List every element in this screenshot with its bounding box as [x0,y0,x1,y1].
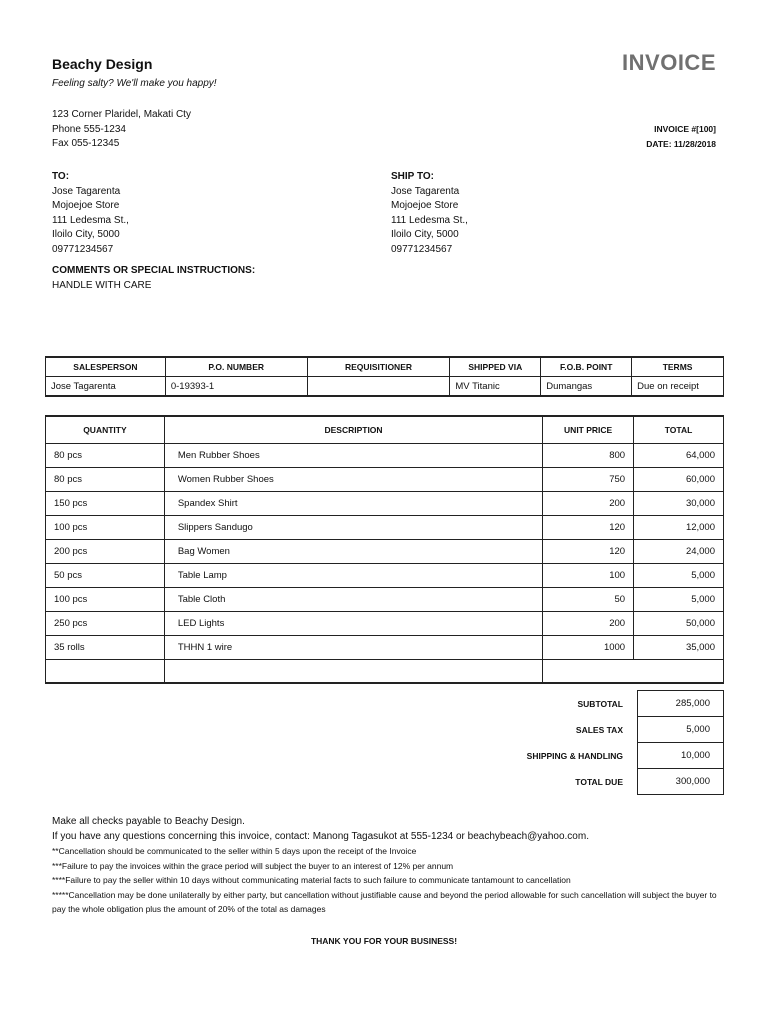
item-total: 30,000 [634,492,724,516]
item-unit-price: 100 [543,564,634,588]
item-unit-price: 120 [543,540,634,564]
invoice-number: INVOICE #[100] [654,124,716,134]
order-info-table [45,356,724,397]
company-fax: Fax 055-12345 [52,138,120,149]
comments-block [52,263,255,293]
ship-to-name: Jose Tagarenta [391,185,460,197]
subtotal-label: SUBTOTAL [577,698,623,709]
subtotal-row [45,691,724,717]
item-description: Bag Women [164,540,542,564]
damages-note: *****Cancellation may be done unilaterally by either party, but cancellation without justifiable cause and beyond the period allowable for such cancellation will subject the buyer to pay the whole obligation plus the amount of 20% of the total as damages [52,889,717,914]
header-po-number: P.O. NUMBER [165,357,307,377]
ship-to-street: 111 Ledesma St., [391,214,468,226]
item-total: 64,000 [634,444,724,468]
item-total: 60,000 [634,468,724,492]
ship-to-phone: 09771234567 [391,243,453,255]
item-description [164,660,542,684]
item-quantity: 200 pcs [46,540,165,564]
bill-to-heading: TO: [52,171,70,182]
item-total: 24,000 [634,540,724,564]
document-title: INVOICE [622,50,716,75]
header-requisitioner: REQUISITIONER [307,357,450,377]
item-description: Spandex Shirt [164,492,542,516]
company-address-block [52,108,191,152]
requisitioner-value [307,377,450,397]
header-quantity: QUANTITY [46,416,165,444]
header-shipped-via: SHIPPED VIA [450,357,541,377]
sales-tax-row [45,717,724,743]
contact-note: If you have any questions concerning this invoice, contact: Manong Tagasukot at 555-1234 or beachybeach@yahoo.com. [52,830,589,842]
item-unit-price [543,660,634,684]
thank-you-message: THANK YOU FOR YOUR BUSINESS! [310,936,458,946]
item-description: THHN 1 wire [164,636,542,660]
item-quantity: 80 pcs [46,468,165,492]
header-terms: TERMS [632,357,724,377]
table-row [46,564,724,588]
item-quantity [46,660,165,684]
company-name: Beachy Design [52,56,153,72]
bill-to-street: 111 Ledesma St., [52,214,129,226]
shipped-via-value: MV Titanic [450,377,541,397]
item-quantity: 100 pcs [46,516,165,540]
total-due-label: TOTAL DUE [575,776,623,787]
item-description: Women Rubber Shoes [164,468,542,492]
invoice-meta [646,122,716,151]
item-unit-price: 200 [543,492,634,516]
header-fob-point: F.O.B. POINT [541,357,632,377]
header-unit-price: UNIT PRICE [543,416,634,444]
bill-to-name: Jose Tagarenta [52,185,121,197]
ship-to-heading: SHIP TO: [391,171,434,182]
interest-note: ***Failure to pay the invoices within the grace period will subject the buyer to an interest of 12% per annum [52,860,454,871]
item-total: 35,000 [634,636,724,660]
company-phone: Phone 555-1234 [52,123,126,135]
item-description: Men Rubber Shoes [164,444,542,468]
item-unit-price: 200 [543,612,634,636]
table-row [46,540,724,564]
item-description: Slippers Sandugo [164,516,542,540]
item-unit-price: 50 [543,588,634,612]
shipping-row [45,743,724,769]
item-total: 5,000 [634,588,724,612]
bill-to-block [52,170,129,257]
table-row [46,492,724,516]
company-address: 123 Corner Plaridel, Makati Cty [52,109,191,120]
fob-point-value: Dumangas [541,377,632,397]
item-total: 12,000 [634,516,724,540]
item-description: Table Lamp [164,564,542,588]
totals-table [45,690,724,795]
item-quantity: 150 pcs [46,492,165,516]
po-number-value: 0-19393-1 [165,377,307,397]
subtotal-value: 285,000 [638,691,724,717]
bill-to-phone: 09771234567 [52,243,114,255]
sales-tax-value: 5,000 [638,717,724,743]
item-quantity: 50 pcs [46,564,165,588]
table-row [46,444,724,468]
total-due-value: 300,000 [638,769,724,795]
item-total [634,660,724,684]
item-total: 5,000 [634,564,724,588]
header-salesperson: SALESPERSON [46,357,166,377]
item-unit-price: 120 [543,516,634,540]
item-quantity: 100 pcs [46,588,165,612]
item-quantity: 80 pcs [46,444,165,468]
failure-note: ****Failure to pay the seller within 10 days without communicating material facts to such failure to communicate tantamount to cancellation [52,875,571,885]
header-description: DESCRIPTION [164,416,542,444]
bill-to-city: Iloilo City, 5000 [52,229,120,240]
company-tagline: Feeling salty? We'll make you happy! [52,78,217,89]
shipping-label: SHIPPING & HANDLING [526,750,623,761]
table-row [46,636,724,660]
item-unit-price: 800 [543,444,634,468]
sales-tax-label: SALES TAX [575,724,623,735]
item-total: 50,000 [634,612,724,636]
line-items-table [45,415,724,684]
invoice-date: DATE: 11/28/2018 [646,138,716,149]
table-row [46,468,724,492]
order-info-header-row [46,357,724,377]
table-row [46,516,724,540]
table-row [46,660,724,684]
item-description: LED Lights [164,612,542,636]
ship-to-store: Mojoejoe Store [391,200,459,211]
footer-notes [52,815,732,917]
terms-value: Due on receipt [632,377,724,397]
ship-to-block [391,170,468,257]
order-info-values-row [46,377,724,397]
ship-to-city: Iloilo City, 5000 [391,229,459,240]
shipping-value: 10,000 [638,743,724,769]
item-description: Table Cloth [164,588,542,612]
comments-text: HANDLE WITH CARE [52,280,152,291]
item-unit-price: 750 [543,468,634,492]
line-items-header-row [46,416,724,444]
item-quantity: 250 pcs [46,612,165,636]
comments-heading: COMMENTS OR SPECIAL INSTRUCTIONS: [52,265,256,276]
item-unit-price: 1000 [543,636,634,660]
table-row [46,612,724,636]
checks-payable-note: Make all checks payable to Beachy Design. [52,816,245,827]
total-due-row [45,769,724,795]
header-total: TOTAL [634,416,724,444]
table-row [46,588,724,612]
bill-to-store: Mojoejoe Store [52,200,120,211]
salesperson-value: Jose Tagarenta [46,377,166,397]
item-quantity: 35 rolls [46,636,165,660]
cancellation-note: **Cancellation should be communicated to the seller within 5 days upon the receipt of the Invoice [52,846,417,856]
